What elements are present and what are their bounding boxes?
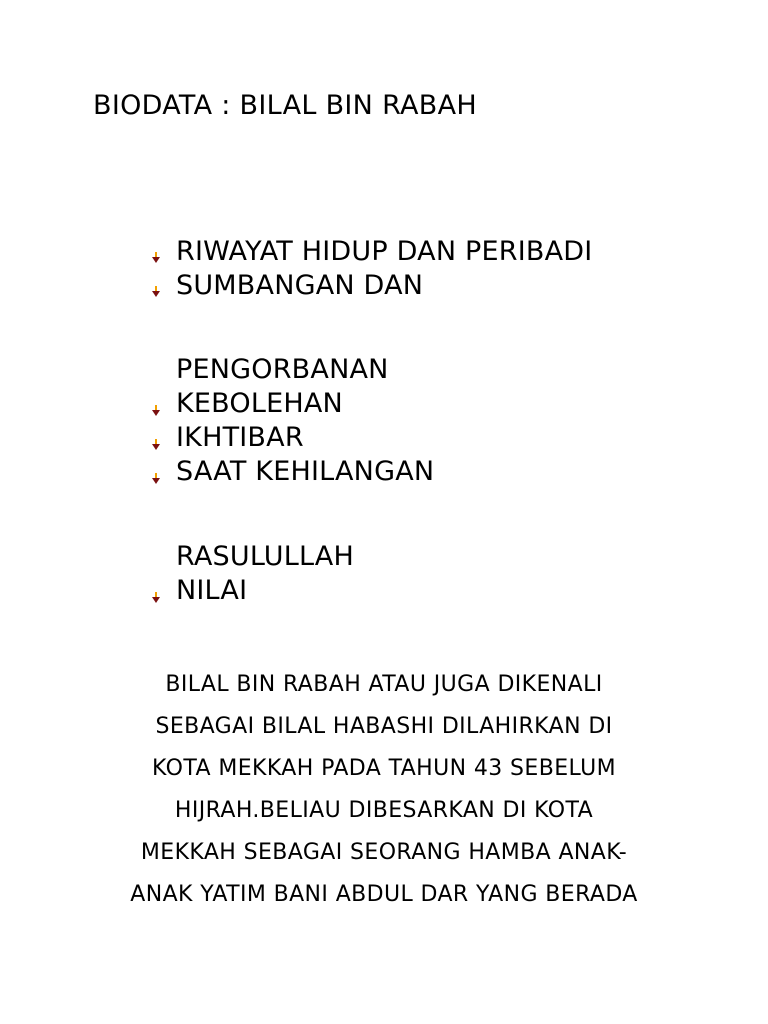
paragraph-line: SEBAGAI BILAL HABASHI DILAHIRKAN DI <box>155 714 613 739</box>
document-title: BIODATA : BILAL BIN RABAH <box>93 90 477 121</box>
arrow-bullet-icon <box>152 439 160 451</box>
paragraph-line: HIJRAH.BELIAU DIBESARKAN DI KOTA <box>174 798 594 823</box>
list-item-continuation: PENGORBANAN <box>176 354 389 385</box>
biography-paragraph <box>84 664 684 916</box>
list-item: SAAT KEHILANGAN <box>176 456 435 487</box>
arrow-bullet-icon <box>152 592 160 604</box>
list-item-continuation: RASULULLAH <box>176 541 354 572</box>
arrow-bullet-icon <box>152 252 160 264</box>
paragraph-line: KOTA MEKKAH PADA TAHUN 43 SEBELUM <box>152 756 616 781</box>
paragraph-line: MEKKAH SEBAGAI SEORANG HAMBA ANAK- <box>140 840 628 865</box>
list-item: NILAI <box>176 575 248 606</box>
arrow-bullet-icon <box>152 286 160 298</box>
list-item: KEBOLEHAN <box>176 388 343 419</box>
list-item: SUMBANGAN DAN <box>176 270 424 301</box>
paragraph-line: ANAK YATIM BANI ABDUL DAR YANG BERADA <box>130 882 638 907</box>
arrow-bullet-icon <box>152 473 160 485</box>
list-item: RIWAYAT HIDUP DAN PERIBADI <box>176 236 593 267</box>
arrow-bullet-icon <box>152 405 160 417</box>
paragraph-line: BILAL BIN RABAH ATAU JUGA DIKENALI <box>165 672 603 697</box>
list-item: IKHTIBAR <box>176 422 304 453</box>
